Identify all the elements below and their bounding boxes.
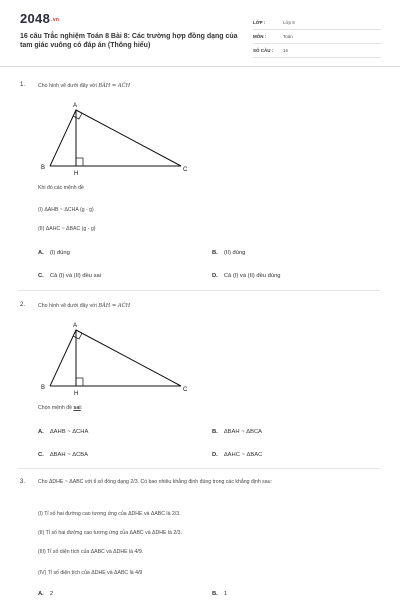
meta-subject-value: Toán [283,34,293,39]
logo-text: 2048 [20,11,51,26]
intro-end: : [80,405,83,411]
site-logo[interactable] [20,11,59,26]
question-intro: Khi đó các mệnh đề [38,185,84,191]
option-key: A. [38,250,44,256]
document-header [0,0,400,66]
option-key: C. [38,452,44,458]
option-key: A. [38,429,44,435]
vertex-label-b: B [41,385,46,391]
vertex-label-b: B [41,165,46,171]
option-text: Cả (I) và (II) đều đúng [223,273,281,279]
vertex-label-h: H [74,391,79,397]
option-key: B. [212,250,218,256]
option-text: (II) đúng [223,250,246,256]
option-a[interactable] [38,591,53,597]
statement-1: (I) ΔAHB ~ ΔCHA (g - g) [38,207,94,213]
meta-class-label: LỚP : [253,20,266,25]
vertex-label-a: A [73,323,78,329]
logo-tld: .vn [51,17,60,23]
option-text: (I) đúng [49,250,70,256]
option-text: 1 [223,591,228,597]
question-prompt [38,303,130,309]
question-intro [38,405,82,411]
meta-class-value: Lớp 8 [283,20,295,25]
option-text: ΔBAH ~ ΔCBA [49,452,89,458]
statement-2: (II) Tỉ số hai đường cao tương ứng của ΔABC và ΔDHE là 2/3. [38,530,183,536]
vertex-label-a: A [73,103,78,109]
option-text: 2 [49,591,54,597]
header-divider [0,66,400,67]
statement-2: (II) ΔAHC ~ ΔBAC (g - g) [38,226,96,232]
option-a[interactable] [38,429,88,435]
intro-text: Chọn mệnh đề [38,405,73,411]
statement-4: (IV) Tỉ số diện tích của ΔDHE và ΔABC là 4/9 [38,570,143,576]
option-text: ΔAHC ~ ΔBAC [223,452,263,458]
option-key: B. [212,429,218,435]
meta-count-value: 16 [283,48,289,53]
prompt-condition: BÂH = AĈH [98,303,131,309]
meta-count-label: SỐ CÂU : [253,48,274,53]
option-c[interactable] [38,452,88,458]
option-key: D. [212,452,218,458]
vertex-label-c: C [183,167,188,173]
option-key: C. [38,273,44,279]
document-title: 16 câu Trắc nghiệm Toán 8 Bài 8: Các trường hợp đồng dạng của tam giác vuông có đáp án (Thông hiểu) [20,33,238,49]
option-c[interactable] [38,273,101,279]
option-key: B. [212,591,218,597]
prompt-text: Cho hình vẽ dưới đây với [38,303,97,309]
option-a[interactable] [38,250,70,256]
question-number: 1. [20,82,26,88]
prompt-condition: BÂH = AĈH [98,83,131,89]
intro-emphasis: sai [73,405,81,411]
option-text: ΔAHB ~ ΔCHA [49,429,89,435]
triangle-figure [38,317,188,399]
option-key: A. [38,591,44,597]
option-d[interactable] [212,452,262,458]
meta-count-row [253,44,381,58]
meta-subject-label: MÔN : [253,34,267,39]
meta-class-row [253,16,381,30]
prompt-text: Cho hình vẽ dưới đây với [38,83,97,89]
question-number: 2. [20,302,26,308]
question-prompt [38,83,130,89]
option-text: ΔBAH ~ ΔBCA [223,429,263,435]
option-b[interactable] [212,250,245,256]
triangle-figure [38,97,188,179]
option-key: D. [212,273,218,279]
vertex-label-h: H [74,171,79,177]
question-separator [18,290,380,291]
meta-subject-row [253,30,381,44]
option-b[interactable] [212,429,262,435]
question-separator [18,468,380,469]
statement-1: (I) Tỉ số hai đường cao tương ứng của ΔDHE và ΔABC là 2/3. [38,511,181,517]
statement-3: (III) Tỉ số diện tích của ΔABC và ΔDHE là 4/9. [38,549,144,555]
vertex-label-c: C [183,387,188,393]
option-d[interactable] [212,273,281,279]
option-text: Cả (I) và (II) đều sai [49,273,102,279]
question-prompt: Cho ΔDHE ~ ΔABC với tỉ số đồng dạng 2/3. Có bao nhiêu khẳng định đúng trong các khẳng định sau: [38,479,272,485]
option-b[interactable] [212,591,227,597]
question-number: 3. [20,479,26,485]
